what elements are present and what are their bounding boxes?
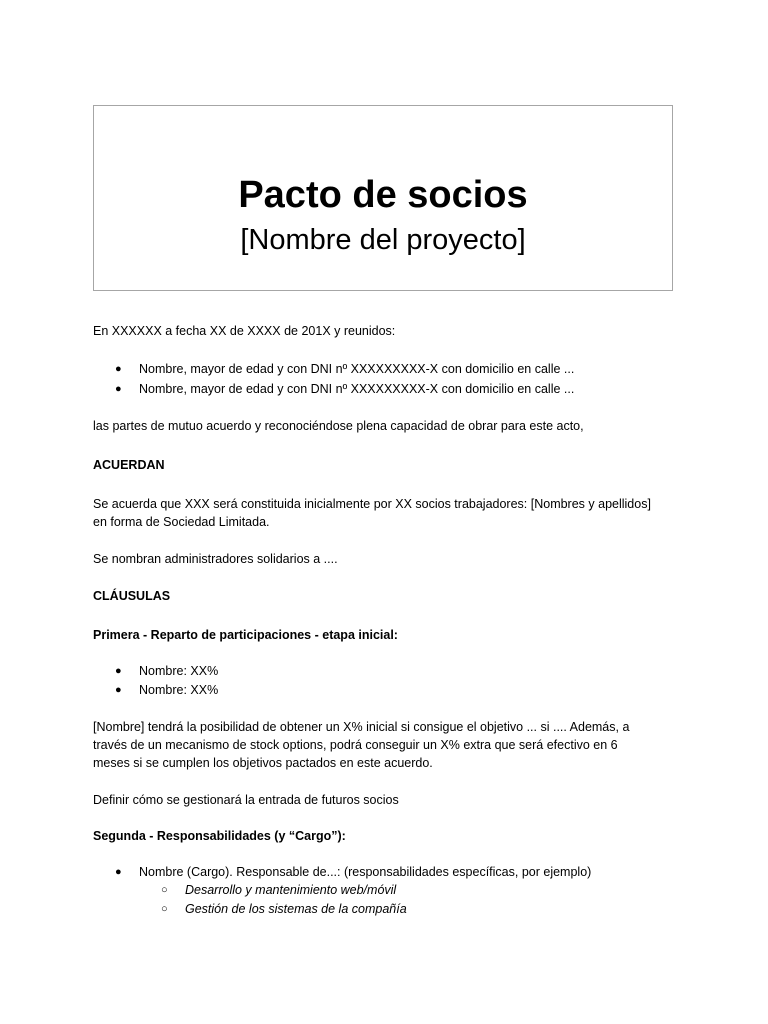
intro-line: En XXXXXX a fecha XX de XXXX de 201X y reunidos:	[93, 324, 396, 338]
future-partners-line: Definir cómo se gestionará la entrada de futuros socios	[93, 793, 399, 807]
title-box	[93, 105, 673, 291]
bullet-icon: ●	[115, 866, 122, 878]
clausulas-heading: CLÁUSULAS	[93, 589, 171, 603]
sub-bullet-icon: ○	[161, 884, 168, 896]
bullet-icon: ●	[115, 684, 122, 696]
party-item: Nombre, mayor de edad y con DNI nº XXXXXXXXX-X con domicilio en calle ...	[139, 362, 575, 376]
responsibility-subitem: Desarrollo y mantenimiento web/móvil	[185, 883, 397, 897]
first-clause-paragraph-line: través de un mecanismo de stock options, podrá conseguir un X% extra que será efectivo en 6	[93, 738, 618, 752]
acuerdan-heading: ACUERDAN	[93, 458, 165, 472]
party-item: Nombre, mayor de edad y con DNI nº XXXXXXXXX-X con domicilio en calle ...	[139, 382, 575, 396]
agreement-intro: las partes de mutuo acuerdo y reconociéndose plena capacidad de obrar para este acto,	[93, 419, 584, 433]
share-item: Nombre: XX%	[139, 664, 219, 678]
document-title: Pacto de socios	[238, 174, 528, 216]
bullet-icon: ●	[115, 383, 122, 395]
agreement-text-line: en forma de Sociedad Limitada.	[93, 515, 270, 529]
bullet-icon: ●	[115, 665, 122, 677]
first-clause-paragraph-line: meses si se cumplen los objetivos pactados en este acuerdo.	[93, 756, 433, 770]
bullet-icon: ●	[115, 363, 122, 375]
share-item: Nombre: XX%	[139, 683, 219, 697]
agreement-text-line: Se acuerda que XXX será constituida inicialmente por XX socios trabajadores: [Nombres y apellidos]	[93, 497, 651, 511]
responsibility-subitem: Gestión de los sistemas de la compañía	[185, 902, 407, 916]
sub-bullet-icon: ○	[161, 903, 168, 915]
responsibility-item: Nombre (Cargo). Responsable de...: (responsabilidades específicas, por ejemplo)	[139, 865, 592, 879]
administrators-line: Se nombran administradores solidarios a ....	[93, 552, 338, 566]
project-name: [Nombre del proyecto]	[240, 224, 526, 256]
first-clause-paragraph-line: [Nombre] tendrá la posibilidad de obtener un X% inicial si consigue el objetivo ... si .... Además, a	[93, 720, 630, 734]
first-clause-heading: Primera - Reparto de participaciones - etapa inicial:	[93, 628, 398, 642]
second-clause-heading: Segunda - Responsabilidades (y “Cargo”):	[93, 829, 346, 843]
